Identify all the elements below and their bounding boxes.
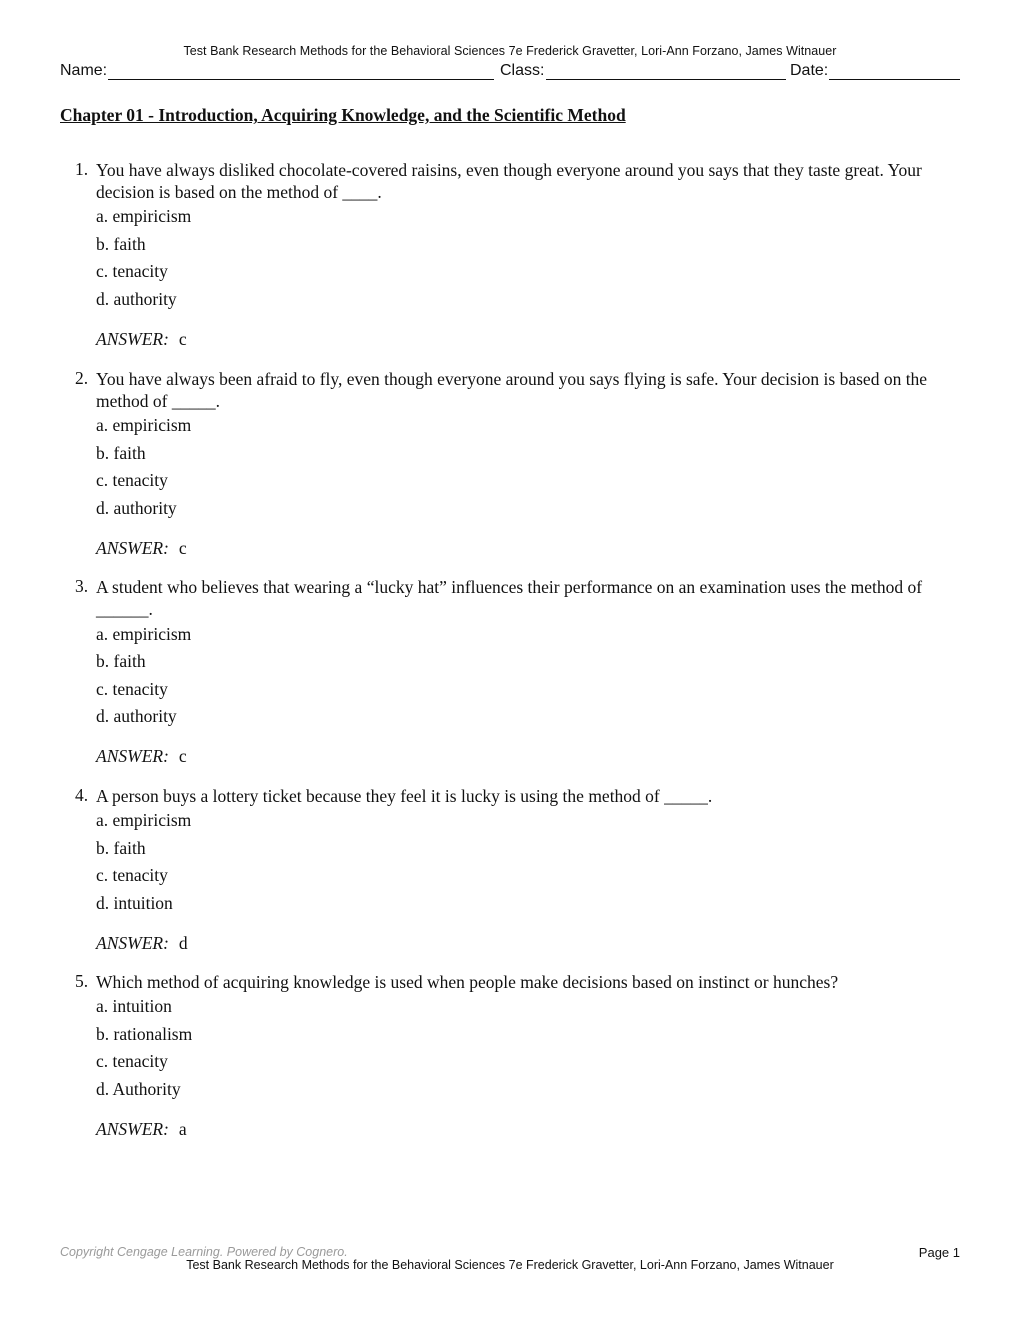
question-number: 5. [75, 971, 89, 991]
option-a: a. empiricism [96, 624, 192, 644]
option-a: a. empiricism [96, 810, 192, 830]
option-a: a. intuition [96, 996, 172, 1016]
footer-title: Test Bank Research Methods for the Behavioral Sciences 7e Frederick Gravetter, Lori-Ann Forzano, James Witnauer [186, 1258, 834, 1272]
date-blank-line [829, 79, 960, 80]
answer-label: ANSWER: [96, 329, 169, 349]
footer-copyright: Copyright Cengage Learning. Powered by Cognero. [60, 1245, 348, 1259]
answer-line [96, 933, 188, 954]
question-number: 2. [75, 368, 89, 388]
answer-label: ANSWER: [96, 933, 169, 953]
class-blank-line [546, 79, 786, 80]
option-a: a. empiricism [96, 415, 192, 435]
header-title: Test Bank Research Methods for the Behavioral Sciences 7e Frederick Gravetter, Lori-Ann Forzano, James Witnauer [183, 44, 837, 58]
option-b: b. faith [96, 838, 146, 858]
option-c: c. tenacity [96, 470, 168, 490]
answer-line [96, 329, 187, 350]
option-c: c. tenacity [96, 865, 168, 885]
question-number: 1. [75, 159, 89, 179]
answer-label: ANSWER: [96, 1119, 169, 1139]
option-d: d. authority [96, 289, 177, 309]
answer-value: d [178, 933, 188, 953]
option-c: c. tenacity [96, 261, 168, 281]
class-label: Class: [500, 62, 545, 79]
question-stem: You have always disliked chocolate-covered raisins, even though everyone around you says that they taste great. Your decision is based on the method of ____. [96, 160, 922, 202]
question-stem: A student who believes that wearing a “lucky hat” influences their performance on an examination uses the method of ______. [96, 577, 923, 619]
answer-label: ANSWER: [96, 538, 169, 558]
question-number: 3. [75, 576, 89, 596]
answer-line [96, 746, 187, 767]
footer-page-number: Page 1 [918, 1245, 960, 1260]
option-c: c. tenacity [96, 1051, 168, 1071]
option-d: d. authority [96, 706, 177, 726]
name-label: Name: [60, 62, 108, 79]
question-stem: You have always been afraid to fly, even though everyone around you says flying is safe. Your decision is based on the method of _____. [96, 369, 928, 411]
question-stem: A person buys a lottery ticket because they feel it is lucky is using the method of _____. [96, 786, 713, 806]
option-c: c. tenacity [96, 679, 168, 699]
option-d: d. Authority [96, 1079, 181, 1099]
answer-value: a [178, 1119, 187, 1139]
option-b: b. faith [96, 443, 146, 463]
option-b: b. rationalism [96, 1024, 193, 1044]
answer-label: ANSWER: [96, 746, 169, 766]
option-b: b. faith [96, 651, 146, 671]
answer-value: c [178, 538, 187, 558]
answer-line [96, 538, 187, 559]
answer-value: c [178, 329, 187, 349]
name-class-date-row [60, 60, 960, 82]
answer-value: c [178, 746, 187, 766]
option-a: a. empiricism [96, 206, 192, 226]
name-blank-line [108, 79, 494, 80]
chapter-title: Chapter 01 - Introduction, Acquiring Knowledge, and the Scientific Method [60, 105, 626, 125]
option-d: d. intuition [96, 893, 173, 913]
answer-line [96, 1119, 187, 1140]
question-number: 4. [75, 785, 89, 805]
option-d: d. authority [96, 498, 177, 518]
question-stem: Which method of acquiring knowledge is used when people make decisions based on instinct or hunches? [96, 972, 839, 992]
date-label: Date: [790, 62, 829, 79]
option-b: b. faith [96, 234, 146, 254]
